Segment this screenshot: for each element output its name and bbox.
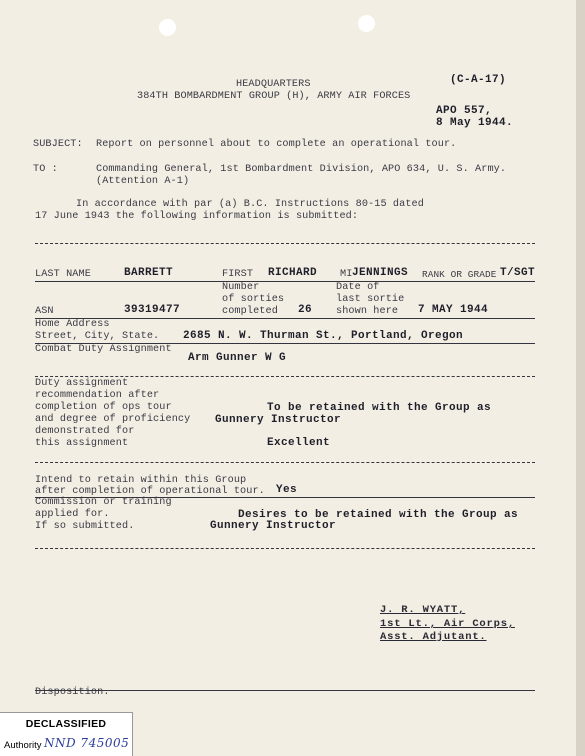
asn-label: ASN [35, 306, 54, 317]
rank-value: T/SGT [500, 267, 536, 279]
name-row-rule [35, 281, 535, 282]
asn-value: 39319477 [124, 304, 181, 316]
address-label-2: Street, City, State. [35, 331, 160, 342]
to-line-1: Commanding General, 1st Bombardment Division, APO 634, U. S. Army. [96, 164, 507, 175]
commission-value-2: Gunnery Instructor [210, 520, 337, 532]
duty-label-1: Duty assignment [35, 378, 129, 389]
subject-label: SUBJECT: [33, 139, 83, 150]
duty-label-3: completion of ops tour [35, 402, 172, 413]
sorties-label-2: of sorties [222, 294, 285, 305]
duty-label-2: recommendation after [35, 390, 160, 401]
declassified-stamp [0, 712, 133, 756]
header-hq: HEADQUARTERS [236, 79, 311, 90]
form-rule-top [35, 243, 535, 244]
disposition-rule [35, 690, 535, 691]
retain-label-2: after completion of operational tour. [35, 486, 265, 497]
last-name-value: BARRETT [124, 267, 174, 279]
retain-value: Yes [276, 484, 298, 496]
header-group: 384TH BOMBARDMENT GROUP (H), ARMY AIR FORCES [137, 91, 411, 102]
duty-rule [35, 462, 535, 463]
last-name-label: LAST NAME [35, 269, 91, 280]
address-label-1: Home Address [35, 319, 110, 330]
page-edge [576, 0, 585, 756]
punch-hole-left [159, 19, 176, 36]
authority-value: NND 745005 [44, 736, 130, 750]
signature-title: Asst. Adjutant. [380, 631, 487, 643]
duty-label-4: and degree of proficiency [35, 414, 191, 425]
combat-rule [35, 376, 535, 377]
commission-label-3: If so submitted. [35, 521, 135, 532]
header-apo: APO 557, [436, 105, 493, 117]
combat-value: Arm Gunner W G [188, 352, 287, 364]
signature-rank: 1st Lt., Air Corps, [380, 618, 515, 630]
commission-label-2: applied for. [35, 509, 110, 520]
punch-hole-right [358, 15, 375, 32]
commission-rule [35, 548, 535, 549]
commission-value-1: Desires to be retained with the Group as [238, 509, 519, 521]
signature-name: J. R. WYATT, [380, 604, 466, 616]
to-label: TO : [33, 164, 58, 175]
last-sortie-label-2: last sortie [336, 294, 405, 305]
declassified-label: DECLASSIFIED [25, 718, 107, 730]
asn-row-rule [35, 318, 535, 319]
form-number: (C-A-17) [450, 74, 507, 86]
first-name-value: RICHARD [268, 267, 318, 279]
sorties-label-1: Number [222, 282, 260, 293]
combat-label: Combat Duty Assignment [35, 344, 172, 355]
subject-text: Report on personnel about to complete an operational tour. [96, 139, 457, 150]
rank-label: RANK OR GRADE [422, 269, 497, 280]
mi-value: JENNINGS [352, 267, 409, 279]
duty-label-5: demonstrated for [35, 426, 135, 437]
header-date: 8 May 1944. [436, 117, 514, 129]
intro-line-2: 17 June 1943 the following information is submitted: [35, 211, 359, 222]
duty-value-3: Excellent [267, 437, 331, 449]
mi-label: MI [340, 269, 353, 280]
last-sortie-label-3: shown here [336, 306, 399, 317]
address-value: 2685 N. W. Thurman St., Portland, Oregon [183, 330, 464, 342]
last-sortie-label-1: Date of [336, 282, 380, 293]
retain-label-1: Intend to retain within this Group [35, 475, 247, 486]
sorties-value: 26 [298, 304, 313, 316]
disposition-label: Disposition. [35, 687, 110, 698]
commission-label-1: Commission or training [35, 497, 172, 508]
authority-label: Authority [4, 740, 42, 751]
to-line-2: (Attention A-1) [96, 176, 190, 187]
duty-value-1: To be retained with the Group as [267, 402, 492, 414]
first-name-label: FIRST [222, 269, 254, 280]
duty-value-2: Gunnery Instructor [215, 414, 342, 426]
sorties-label-3: completed [222, 306, 278, 317]
duty-label-6: this assignment [35, 438, 129, 449]
last-sortie-value: 7 MAY 1944 [418, 304, 489, 316]
intro-line-1: In accordance with par (a) B.C. Instructions 80-15 dated [76, 199, 424, 210]
